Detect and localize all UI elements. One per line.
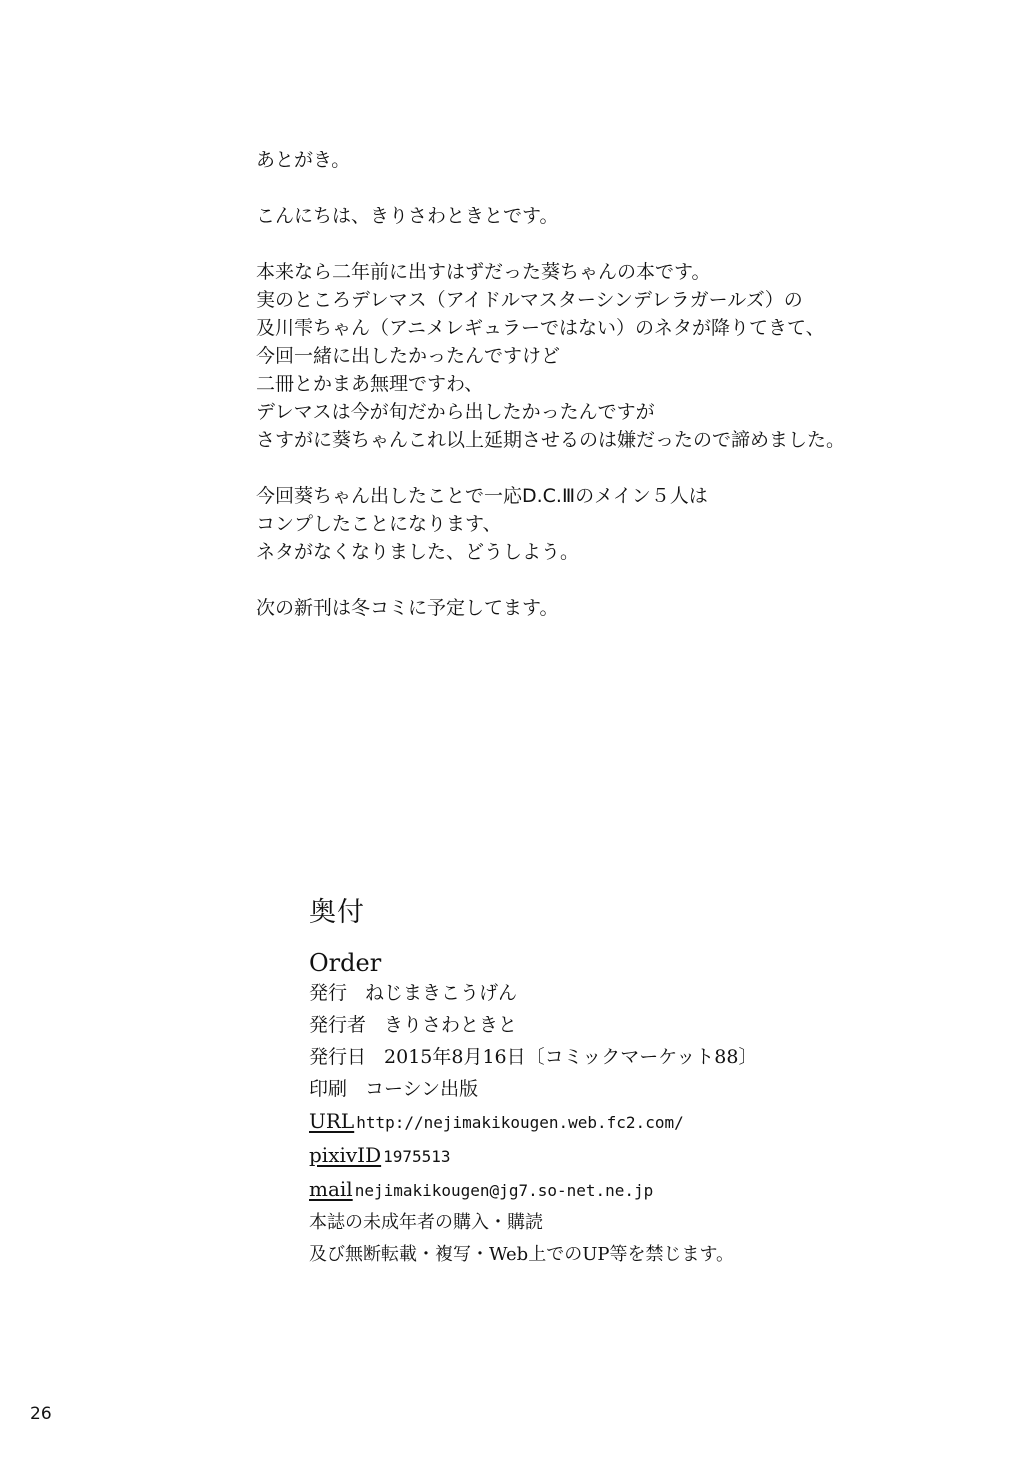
publisher-row [309,977,869,1009]
text-line: 今回葵ちゃん出したことで一応D.C.Ⅲのメイン５人は [256,485,708,507]
pixiv-value: 1975513 [383,1147,451,1166]
afterword [256,146,876,650]
series-paragraph [256,482,876,566]
mail-value: nejimakikougen@jg7.so-net.ne.jp [354,1181,654,1200]
printer-label: 印刷 [309,1078,348,1100]
author-value: きりさわときと [384,1014,518,1036]
greeting-paragraph [256,202,876,230]
text-line: 本来なら二年前に出すはずだった葵ちゃんの本です。 [256,261,711,283]
afterword-heading: あとがき。 [256,149,351,171]
pixiv-label: pixivID [309,1143,382,1167]
colophon [309,895,869,1271]
pixiv-row [309,1139,869,1173]
author-row [309,1009,869,1041]
author-label: 発行者 [309,1014,367,1036]
colophon-heading: 奥付 [309,897,365,928]
mail-row [309,1173,869,1207]
publisher-value: ねじまきこうげん [365,982,518,1004]
date-row [309,1041,869,1073]
text-line: コンプしたことになります、 [256,513,502,535]
text-line: 次の新刊は冬コミに予定してます。 [256,597,559,619]
afterword-heading-paragraph [256,146,876,174]
mail-label: mail [309,1177,353,1201]
greeting-line: こんにちは、きりさわときとです。 [256,205,559,227]
date-value: 2015年8月16日〔コミックマーケット88〕 [384,1046,758,1068]
text-line: 二冊とかまあ無理ですわ、 [256,373,484,395]
copyright-notice-line-1: 本誌の未成年者の購入・購読 [309,1212,543,1233]
text-line: 今回一緒に出したかったんですけど [256,345,561,367]
printer-value: コーシン出版 [365,1078,479,1100]
url-row [309,1105,869,1139]
text-line: さすがに葵ちゃんこれ以上延期させるのは嫌だったので諦めました。 [256,429,846,451]
book-story-paragraph [256,258,876,454]
url-label: URL [309,1109,355,1133]
copyright-notice-line-2: 及び無断転載・複写・Web上でのUP等を禁じます。 [309,1244,735,1265]
text-line: ネタがなくなりました、どうしよう。 [256,541,580,563]
text-line: デレマスは今が旬だから出したかったんですが [256,401,655,423]
text-line: 及川雫ちゃん（アニメレギュラーではない）のネタが降りてきて、 [256,317,825,339]
date-label: 発行日 [309,1046,367,1068]
publisher-label: 発行 [309,982,348,1004]
text-line: 実のところデレマス（アイドルマスターシンデレラガールズ）の [256,289,803,311]
printer-row [309,1073,869,1105]
url-value: http://nejimakikougen.web.fc2.com/ [356,1113,684,1132]
book-title: Order [309,949,382,977]
page-number: 26 [30,1404,52,1424]
next-release-paragraph [256,594,876,622]
